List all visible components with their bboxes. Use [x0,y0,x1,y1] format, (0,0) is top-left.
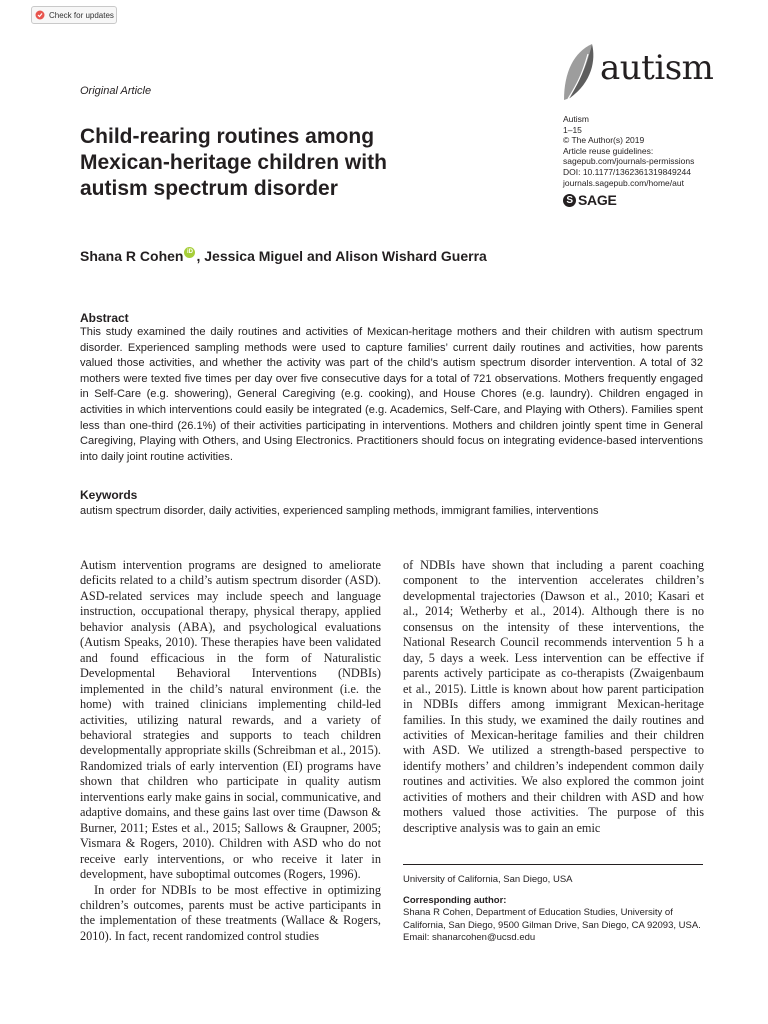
first-author: Shana R Cohen [80,247,184,264]
affiliation: University of California, San Diego, USA [403,874,573,885]
abstract-heading: Abstract [80,311,129,325]
corresponding-author-details [403,907,703,945]
corresponding-author-email[interactable]: Email: shanarcohen@ucsd.edu [403,932,536,943]
refresh-icon [35,10,45,20]
meta-pages: 1–15 [563,124,582,135]
footnote-divider [403,864,703,865]
co-authors: , Jessica Miguel and Alison Wishard Guerra [196,247,487,264]
keywords-text: autism spectrum disorder, daily activities, experienced sampling methods, immigrant families, interventions [80,505,599,517]
meta-copyright: © The Author(s) 2019 [563,135,645,146]
publisher-logo [563,192,616,208]
publisher-name: SAGE [578,192,617,208]
body-column-right [403,558,704,836]
orcid-icon[interactable]: iD [184,247,195,258]
meta-journal: Autism [563,114,589,124]
abstract-text: This study examined the daily routines and activities of Mexican-heritage mothers and their children with autism spectrum disorder. Experienced sampling methods were used to capture families’ current daily routines and activities, how parents valued those activities, and whether the activity was part of the child’s autism spectrum disorder intervention. A total of 32 mothers were texted five times per day over five consecutive days for a total of 721 observations. Mothers frequently engaged in Self-Care (e.g. showering), General Caregiving (e.g. cooking), and House Chores (e.g. laundry). Children engaged in activities in which interventions could easily be integrated (e.g. Academics, Self-Care, and Playing with Others). Families spent less than one-third (26.1%) of their activities participating in interventions. Mothers and children jointly spent time in General Caregiving, Playing with Others, and Using Electronics. Practitioners should focus on integrating evidence-based interventions into daily joint routine activities. [80,326,703,463]
meta-journal-link[interactable]: journals.sagepub.com/home/aut [563,177,684,188]
journal-name: autism [600,48,714,88]
meta-doi[interactable]: DOI: 10.1177/1362361319849244 [563,166,691,177]
sage-icon: S [563,194,576,207]
article-type: Original Article [80,85,152,97]
body-paragraph: Autism intervention programs are designed to ameliorate deficits related to a child’s autism spectrum disorder (ASD). ASD-related services may include speech and language instruction, occupational therapy, physical therapy, applied behavior analysis (ABA), and psychological evaluations (Autism Speaks, 2010). These therapies have been validated and found efficacious in the form of Naturalistic Developmental Behavioral Interventions (NDBIs) implemented in the child’s natural environment (i.e. the home) with trained clinicians implementing child-led activities, utilizing natural rewards, and a variety of behavioral strategies and supports to teach children developmentally appropriate skills (Schreibman et al., 2015). Randomized trials of early intervention (EI) programs have shown that children who participate in quality autism interventions early make gains in social, communicative, and adaptive domains, and these gains last over time (Dawson & Burner, 2011; Estes et al., 2015; Sallows & Graupner, 2005; Vismara & Rogers, 2010). Children with ASD who do not receive early interventions, or who receive it later in development, have suboptimal outcomes (Rogers, 1996). [80,558,381,882]
title-line: Child-rearing routines among [80,125,375,148]
corresponding-author-address: Shana R Cohen, Department of Education Studies, University of California, San Diego, 9500 Gilman Drive, San Diego, CA 92093, USA. [403,907,701,931]
check-for-updates-label: Check for updates [49,10,114,20]
meta-reuse-heading: Article reuse guidelines: [563,145,654,156]
check-for-updates-badge[interactable] [31,6,117,24]
body-paragraph: In order for NDBIs to be most effective in optimizing children’s outcomes, parents must be active participants in the implementation of these treatments (Wallace & Rogers, 2010). In fact, recent randomized control studies [80,882,381,943]
meta-permissions-link[interactable]: sagepub.com/journals-permissions [563,156,695,167]
author-list [80,247,487,264]
corresponding-author-heading: Corresponding author: [403,895,507,906]
article-title [80,124,500,202]
title-line: autism spectrum disorder [80,177,338,200]
journal-metadata [563,114,753,188]
title-line: Mexican-heritage children with [80,151,387,174]
body-column-left [80,558,381,944]
body-paragraph: of NDBIs have shown that including a parent coaching component to the intervention accelerates children’s developmental trajectories (Dawson et al., 2010; Kasari et al., 2014; Wetherby et al., 2014). Although there is no consensus on the intensity of these interventions, the National Research Council recommends intervention 5 h a day, 5 days a week. Less intervention can be effective if parents actively participate as co-therapists (Zwaigenbaum et al., 2015). Little is known about how parent participation in NDBIs differs among immigrant Mexican-heritage families. In this study, we examined the daily routines and activities of Mexican-heritage families and their children with ASD. We utilized a strength-based perspective to identify mothers’ and children’s independent common daily routines and activities. We also explored the common joint activities of mothers and their children with ASD and how mothers valued those activities. The purpose of this descriptive analysis was to gain an emic [403,558,704,835]
keywords-heading: Keywords [80,488,138,502]
